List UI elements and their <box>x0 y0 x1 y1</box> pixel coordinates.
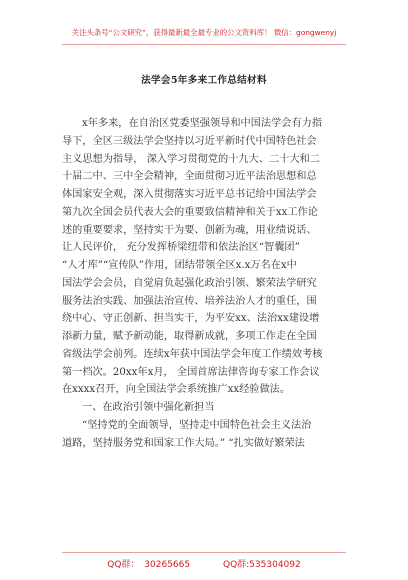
footer-qq-group-2: QQ群:535304092 <box>222 560 301 570</box>
body-line: 服务法治实践、加强法治宣传、培养法治人才的重任，围 <box>62 295 317 307</box>
body-line: 国法学会会员，自觉肩负起强化政治引领、繁荣法学研究 <box>62 277 317 289</box>
document-title: 法学会5年多来工作总结材料 <box>141 75 267 86</box>
body-line: 主义思想为指导， 深入学习贯彻党的十九大、二十大和二 <box>62 153 320 165</box>
body-line: 述的重要要求，坚持实干为要、创新为魂，用业绩说话、 <box>62 224 317 236</box>
body-line: 导下，全区三级法学会坚持以习近平新时代中国特色社会 <box>62 135 317 147</box>
section-heading: 一、在政治引领中强化新担当 <box>82 402 215 413</box>
body-line: 绕中心、守正创新、担当实干，为平安xx、法治xx建设增 <box>62 313 320 325</box>
top-banner: 关注头条号“公文研究”，获得最新最全最专业的公文资料库！ 微信：gongwenyj <box>71 28 337 37</box>
body-line: x年多来，在自治区党委坚强领导和中国法学会有力指 <box>82 118 323 129</box>
body-line: “人才库”“宣传队”作用，团结带领全区x.x万名在x中 <box>62 260 297 271</box>
body-line: 让人民评价， 充分发挥桥梁纽带和依法治区“智囊团” <box>62 242 300 254</box>
body-line: 省级法学会前列。连续x年获中国法学会年度工作绩效考核 <box>62 348 323 360</box>
body-line: 在xxxx召开，向全国法学会系统推广xx经验做法。 <box>62 384 291 396</box>
document-body <box>62 115 346 452</box>
body-line: 第九次全国会员代表大会的重要致信精神和关于xx工作论 <box>62 206 318 218</box>
footer-divider <box>62 552 346 553</box>
footer-qq-groups <box>0 557 408 570</box>
body-line: 第一档次。20xx年x月， 全国首席法律咨询专家工作会议 <box>62 366 320 378</box>
body-line: “坚持党的全面领导，坚持走中国特色社会主义法治 <box>82 419 312 431</box>
body-line: 体国家安全观，深入贯彻落实习近平总书记给中国法学会 <box>62 189 317 200</box>
footer-qq-group-1: QQ群： 30265665 <box>107 560 191 570</box>
body-line: 添新力量，赋予新动能，取得新成就，多项工作走在全国 <box>62 331 317 342</box>
header-divider <box>62 44 346 45</box>
body-line: 道路，坚持服务党和国家工作大局。” “扎实做好繁荣法 <box>62 437 305 449</box>
body-line: 十届二中、三中全会精神，全面贯彻习近平法治思想和总 <box>62 171 317 183</box>
